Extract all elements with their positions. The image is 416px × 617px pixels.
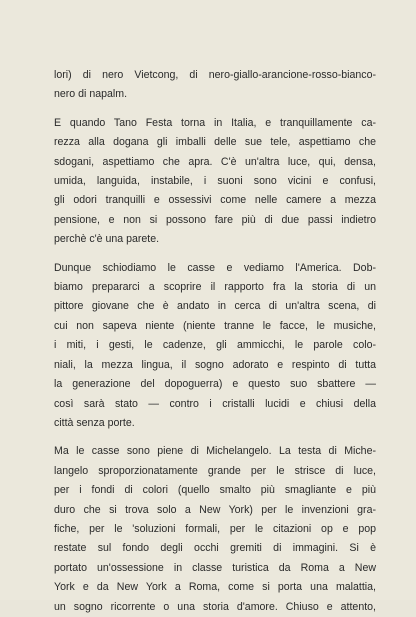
text-line: fiche, per le 'soluzioni formali, per le citazioni op e pop [54,522,376,535]
text-line: pittore giovane che è andato in cerca di un'altra scena, di [54,300,376,313]
text-line: restate sul fondo degli occhi gremiti di immagini. Si è [54,542,376,555]
text-line: biamo prepararci a scoprire il rapporto fra la storia di un [54,281,376,294]
text-line: E quando Tano Festa torna in Italia, e tranquillamente ca- [54,116,376,129]
paragraph-1 [54,66,376,105]
text-line: York e da New York a Roma, come si porta una malattia, [54,581,376,594]
text-line: nero di napalm. [54,88,128,101]
text-line: città senza porte. [54,416,135,429]
text-line: umida, languida, instabile, i suoni sono vicini e confusi, [54,175,376,188]
text-line: niali, la mezza lingua, il sogno adorato e respinto di tutta [54,358,376,371]
text-line: Dunque schiodiamo le casse e vediamo l'America. Dob- [54,261,376,274]
paragraph-3 [54,259,376,434]
text-line: gli odori tranquilli e ossessivi come nelle camere a mezza [54,194,376,207]
text-line: un sogno ricorrente o una storia d'amore. Chiuso e attento, [54,600,376,613]
text-line: cui non sapeva niente (niente tranne le facce, le musiche, [54,319,376,332]
text-line: la generazione del dopoguerra) e questo suo sbattere — [54,378,376,391]
text-line: duro che si trova solo a New York) per le invenzioni gra- [54,503,376,516]
text-line: langelo sproporzionatamente grande per le strisce di luce, [54,464,376,477]
paragraph-2 [54,114,376,250]
text-line: Ma le casse sono piene di Michelangelo. La testa di Miche- [54,445,376,458]
text-line: pensione, e non si possono fare più di due passi indietro [54,213,376,226]
text-line: rezza alla dogana gli imballi delle sue tele, aspettiamo che [54,136,376,149]
text-line: i miti, i gesti, le cadenze, gli ammicchi, le parole colo- [54,339,376,352]
text-line: portato un'ossessione in classe turistica da Roma a New [54,561,376,574]
text-line: così sarà stato — contro i cristalli lucidi e chiusi della [54,397,376,410]
text-line: sdogani, aspettiamo che apra. C'è un'altra luce, qui, densa, [54,155,376,168]
text-line: lori) di nero Vietcong, di nero-giallo-arancione-rosso-bianco- [54,69,376,81]
text-line: perchè c'è una parete. [54,233,160,246]
paragraph-4 [54,442,376,617]
text-line: per i fondi di colori (quello smalto più smagliante e più [54,484,376,497]
